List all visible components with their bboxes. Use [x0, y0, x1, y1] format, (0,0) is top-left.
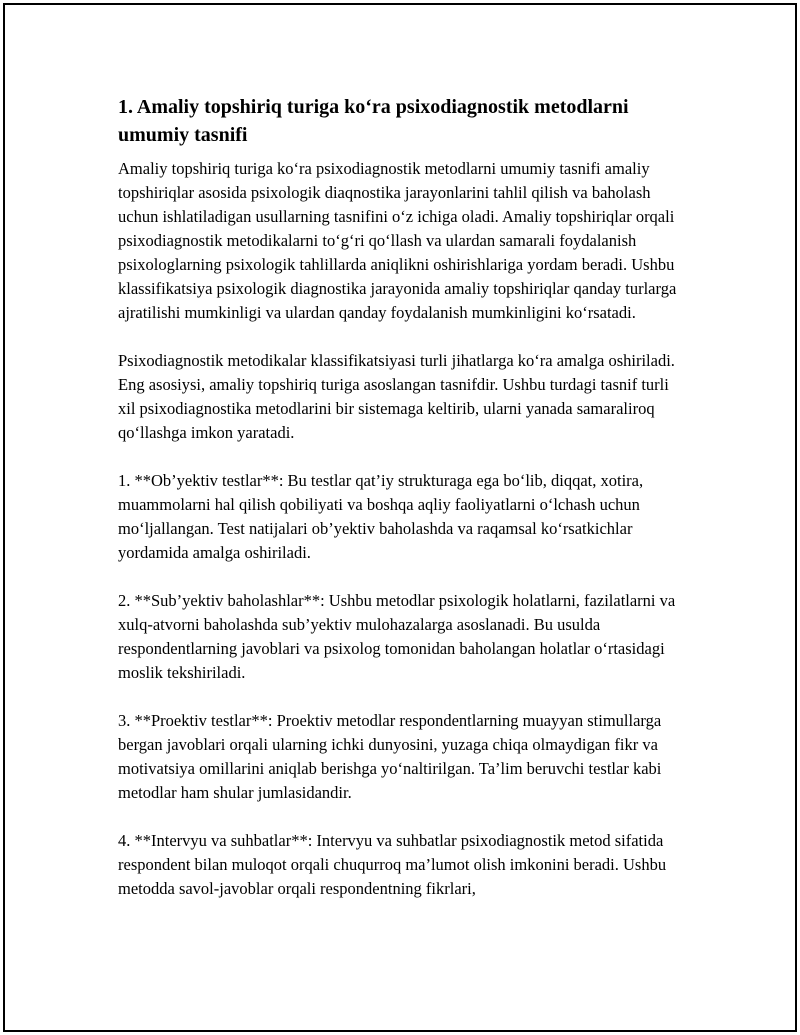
list-item-interviews: 4. **Intervyu va suhbatlar**: Intervyu va suhbatlar psixodiagnostik metod sifatida respondent bilan muloqot orqali chuqurroq ma’lumot olish imkonini beradi. Ushbu metodda savol-javoblar orqali respondentning fikrlari, — [118, 831, 667, 898]
paragraph-classification: Psixodiagnostik metodikalar klassifikatsiyasi turli jihatlarga ko‘ra amalga oshiriladi. Eng asosiysi, amaliy topshiriq turiga asoslangan tasnifdir. Ushbu turdagi tasnif turli xil psixodiagnostika metodlarini bir sistemaga keltirib, ularni yanada samaraliroq qo‘llashga imkon yaratadi. — [118, 351, 675, 442]
paragraph-intro: Amaliy topshiriq turiga ko‘ra psixodiagnostik metodlarni umumiy tasnifi amaliy topshiriqlar asosida psixologik diaqnostika jarayonlarini tahlil qilish va baholash uchun ishlatiladigan usullarning tasnifini o‘z ichiga oladi. Amaliy topshiriqlar orqali psixodiagnostik metodikalarni to‘g‘ri qo‘llash va ulardan samarali foydalanish psixologlarning psixologik tahlillarda aniqlikni oshirishlariga yordam beradi. Ushbu klassifikatsiya psixologik diagnostika jarayonida amaliy topshiriqlar qanday turlarga ajratilishi mumkinligi va ulardan qanday foydalanish mumkinligini ko‘rsatadi. — [118, 159, 677, 322]
list-item-objective-tests: 1. **Ob’yektiv testlar**: Bu testlar qat’iy strukturaga ega bo‘lib, diqqat, xotira, muammolarni hal qilish qobiliyati va boshqa aqliy faoliyatlarni o‘lchash uchun mo‘ljallangan. Test natijalari ob’yektiv baholashda va raqamsal ko‘rsatkichlar yordamida amalga oshiriladi. — [118, 471, 644, 562]
list-item-subjective-assessments: 2. **Sub’yektiv baholashlar**: Ushbu metodlar psixologik holatlarni, fazilatlarni va xulq-atvorni baholashda sub’yektiv mulohazalarga asoslanadi. Bu usulda respondentlarning javoblari va psixolog tomonidan baholangan holatlar o‘rtasidagi moslik tekshiriladi. — [118, 591, 676, 682]
list-item-projective-tests: 3. **Proektiv testlar**: Proektiv metodlar respondentlarning muayyan stimullarga bergan javoblari orqali ularning ichki dunyosini, yuzaga chiqa olmaydigan fikr va motivatsiya omillarini aniqlab berishga yo‘naltirilgan. Ta’lim beruvchi testlar kabi metodlar ham shular jumlasidandir. — [118, 711, 662, 802]
section-heading: 1. Amaliy topshiriq turiga ko‘ra psixodiagnostik metodlarni umumiy tasnifi — [118, 96, 629, 146]
document-body — [118, 93, 688, 925]
